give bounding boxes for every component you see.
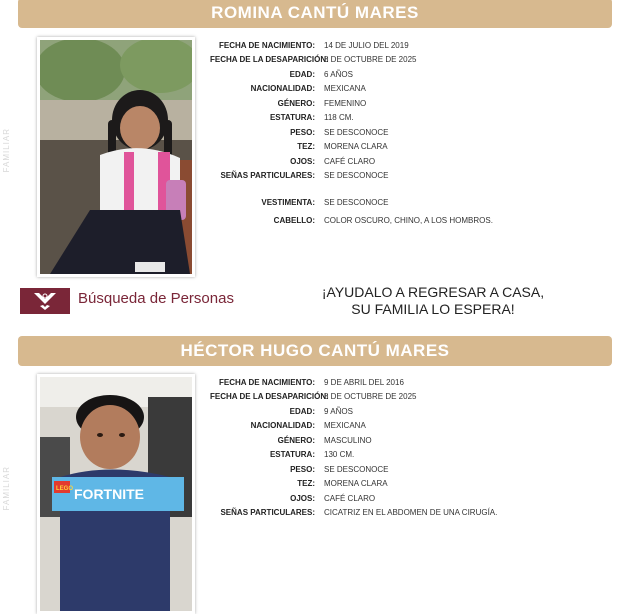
- field-value: 8 DE OCTUBRE DE 2025: [324, 55, 417, 65]
- field-value: 8 DE OCTUBRE DE 2025: [324, 392, 417, 402]
- field-value: 130 CM.: [324, 450, 355, 460]
- info-row: [210, 125, 620, 140]
- slogan-line: ¡AYUDALO A REGRESAR A CASA,: [321, 284, 545, 300]
- field-value: FEMENINO: [324, 98, 367, 108]
- field-label: FECHA DE NACIMIENTO:: [219, 377, 315, 387]
- info-row: [210, 140, 620, 155]
- field-value: SE DESCONOCE: [324, 171, 389, 181]
- person-photo: [37, 374, 195, 614]
- field-label: CABELLO:: [273, 216, 315, 226]
- government-logo-icon: [20, 288, 70, 314]
- field-label: FECHA DE LA DESAPARICIÓN:: [210, 392, 329, 402]
- field-label: NACIONALIDAD:: [250, 421, 315, 431]
- field-value: 9 AÑOS: [324, 406, 353, 416]
- info-row: [210, 195, 620, 210]
- spacer: [210, 183, 620, 195]
- info-row: [210, 154, 620, 169]
- slogan: [300, 284, 566, 318]
- info-row: [210, 506, 620, 521]
- field-value: 6 AÑOS: [324, 69, 353, 79]
- field-value: MASCULINO: [324, 435, 372, 445]
- info-row: [210, 448, 620, 463]
- info-row: [210, 462, 620, 477]
- field-value: MEXICANA: [324, 84, 366, 94]
- info-row: [210, 67, 620, 82]
- girl-photo-illustration: [40, 40, 192, 274]
- field-label: OJOS:: [290, 156, 315, 166]
- person-name: ROMINA CANTÚ MARES: [211, 3, 419, 22]
- field-value: SE DESCONOCE: [324, 197, 389, 207]
- field-value: 118 CM.: [324, 113, 354, 123]
- field-value: CAFÉ CLARO: [324, 156, 376, 166]
- field-label: GÉNERO:: [277, 435, 315, 445]
- person-info-table: [210, 375, 620, 520]
- field-label: TEZ:: [297, 142, 315, 152]
- field-label: FECHA DE LA DESAPARICIÓN:: [210, 55, 329, 65]
- field-value: MEXICANA: [324, 421, 366, 431]
- info-row: [210, 404, 620, 419]
- info-row: [210, 433, 620, 448]
- info-row: [210, 419, 620, 434]
- field-value: 14 DE JULIO DEL 2019: [324, 40, 409, 50]
- info-row: [210, 96, 620, 111]
- slogan-line: SU FAMILIA LO ESPERA!: [351, 301, 515, 317]
- field-value: MORENA CLARA: [324, 142, 388, 152]
- info-row: [210, 477, 620, 492]
- info-row: [210, 38, 620, 53]
- field-label: FECHA DE NACIMIENTO:: [219, 40, 315, 50]
- field-label: SEÑAS PARTICULARES:: [220, 508, 315, 518]
- person-name-banner: [18, 336, 612, 366]
- field-label: ESTATURA:: [269, 450, 315, 460]
- field-label: EDAD:: [289, 406, 315, 416]
- field-value: SE DESCONOCE: [324, 464, 389, 474]
- field-label: TEZ:: [297, 479, 315, 489]
- poster-text: FORTNITE: [74, 486, 144, 502]
- field-value: 9 DE ABRIL DEL 2016: [324, 377, 404, 387]
- side-watermark-text: FAMILIAR: [2, 466, 11, 511]
- info-row: [210, 169, 620, 184]
- info-row: [210, 214, 620, 229]
- side-watermark-text: FAMILIAR: [2, 128, 11, 173]
- person-name: HÉCTOR HUGO CANTÚ MARES: [180, 341, 450, 360]
- field-value: COLOR OSCURO, CHINO, A LOS HOMBROS.: [324, 216, 493, 226]
- field-label: PESO:: [290, 127, 315, 137]
- info-row: [210, 82, 620, 97]
- field-value: CAFÉ CLARO: [324, 493, 376, 503]
- field-label: ESTATURA:: [269, 113, 315, 123]
- brand-name: Búsqueda de Personas: [78, 290, 234, 307]
- person-name-banner: [18, 0, 612, 28]
- field-label: PESO:: [290, 464, 315, 474]
- field-label: NACIONALIDAD:: [250, 84, 315, 94]
- boy-photo-illustration: [40, 377, 192, 611]
- field-value: CICATRIZ EN EL ABDOMEN DE UNA CIRUGÍA.: [324, 508, 498, 518]
- field-label: EDAD:: [289, 69, 315, 79]
- field-label: OJOS:: [290, 493, 315, 503]
- field-label: VESTIMENTA:: [261, 197, 315, 207]
- field-label: SEÑAS PARTICULARES:: [220, 171, 315, 181]
- field-value: MORENA CLARA: [324, 479, 388, 489]
- info-row: [210, 390, 620, 405]
- person-photo: [37, 37, 195, 277]
- info-row: [210, 491, 620, 506]
- svg-text:LEGO: LEGO: [56, 486, 74, 492]
- info-row: [210, 53, 620, 68]
- info-row: [210, 111, 620, 126]
- field-value: SE DESCONOCE: [324, 127, 389, 137]
- person-info-table: [210, 38, 620, 228]
- field-label: GÉNERO:: [277, 98, 315, 108]
- info-row: [210, 375, 620, 390]
